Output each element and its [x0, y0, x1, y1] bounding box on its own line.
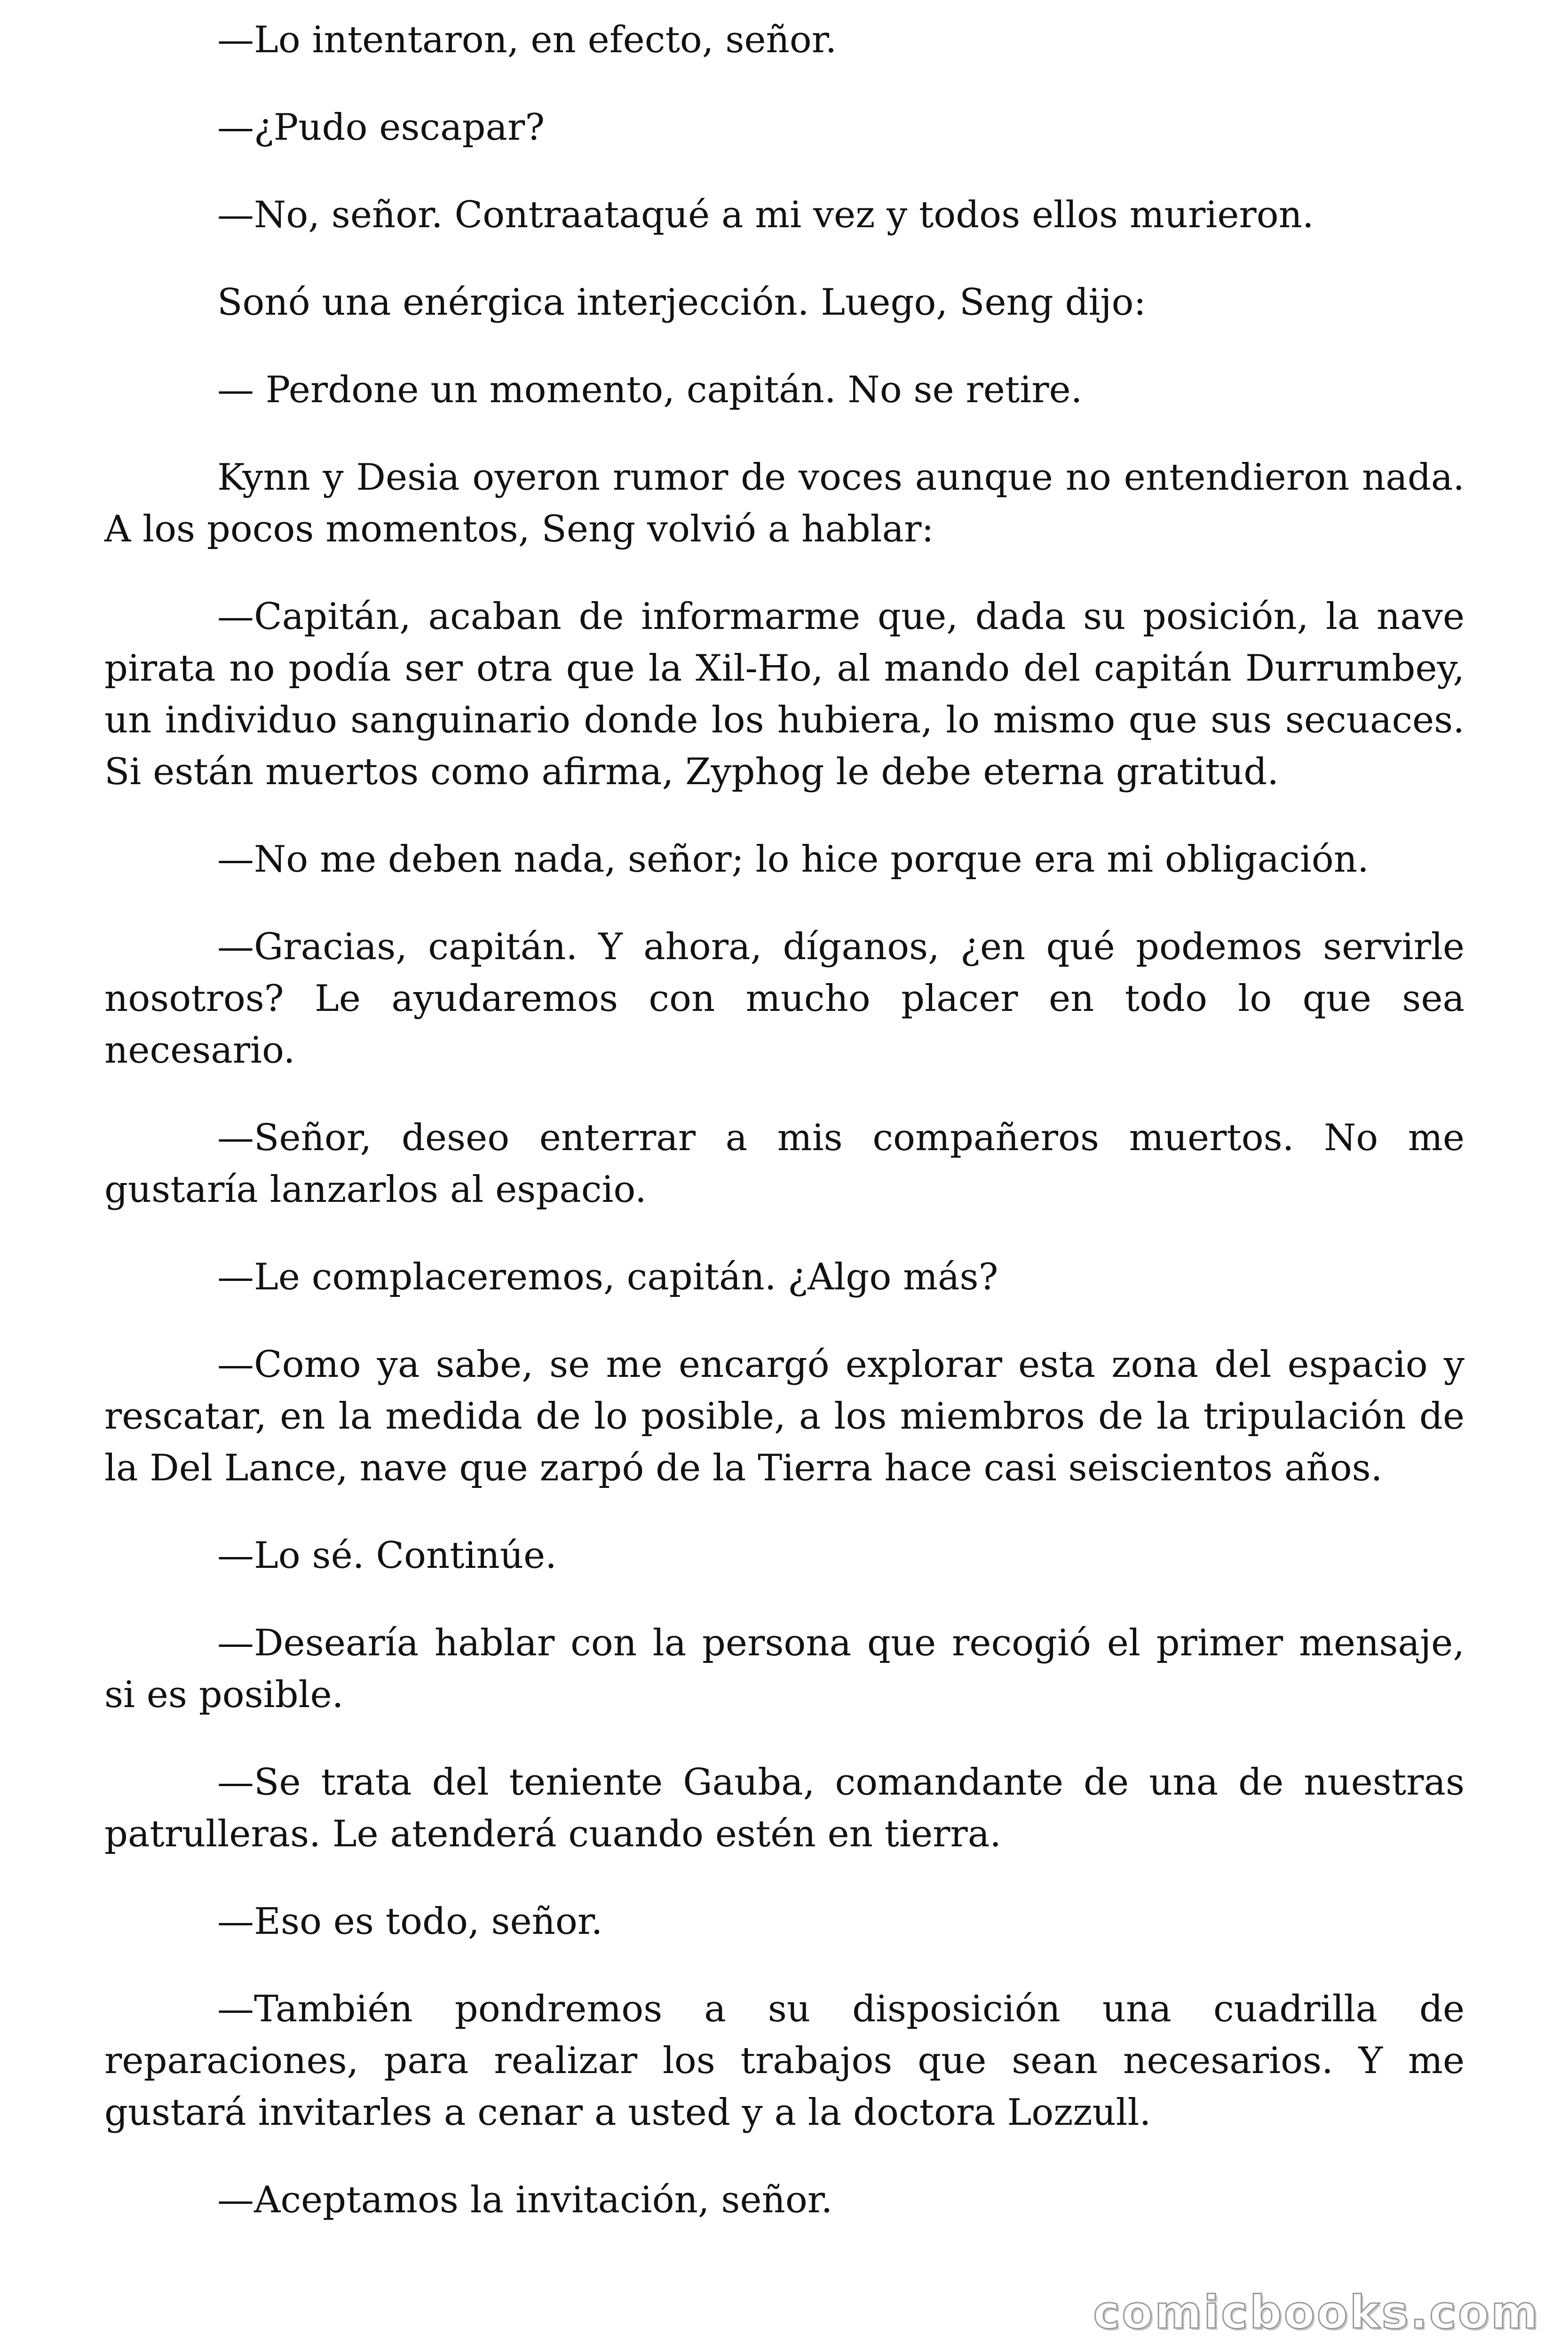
- paragraph-8: —No me deben nada, señor; lo hice porque era mi obligación.: [217, 838, 1369, 881]
- page-text: [104, 14, 1465, 2226]
- paragraph-17: —También pondremos a su disposición una cuadrilla de reparaciones, para realizar los trabajos que sean necesarios. Y me gustará invitarles a cenar a usted y a la doctora Lozzull.: [104, 1988, 1465, 2134]
- paragraph-9: —Gracias, capitán. Y ahora, díganos, ¿en qué podemos servirle nosotros? Le ayudaremos con mucho placer en todo lo que sea necesario.: [104, 926, 1465, 1072]
- paragraph-4: Sonó una enérgica interjección. Luego, Seng dijo:: [217, 281, 1146, 324]
- paragraph-5: — Perdone un momento, capitán. No se retire.: [217, 369, 1083, 411]
- paragraph-10: —Señor, deseo enterrar a mis compañeros muertos. No me gustaría lanzarlos al espacio.: [104, 1117, 1465, 1211]
- watermark-logo: comicbooks.com: [1093, 2286, 1540, 2339]
- paragraph-12: —Como ya sabe, se me encargó explorar esta zona del espacio y rescatar, en la medida de lo posible, a los miembros de la tripulación de la Del Lance, nave que zarpó de la Tierra hace casi seiscientos años.: [104, 1343, 1465, 1489]
- paragraph-15: —Se trata del teniente Gauba, comandante de una de nuestras patrulleras. Le atenderá cuando estén en tierra.: [104, 1761, 1465, 1855]
- paragraph-6: Kynn y Desia oyeron rumor de voces aunque no entendieron nada. A los pocos momentos, Seng volvió a hablar:: [104, 456, 1465, 550]
- paragraph-11: —Le complaceremos, capitán. ¿Algo más?: [217, 1256, 998, 1298]
- paragraph-7: —Capitán, acaban de informarme que, dada su posición, la nave pirata no podía ser otra que la Xil-Ho, al mando del capitán Durrumbey, un individuo sanguinario donde los hubiera, lo mismo que sus secuaces. Si están muertos como afirma, Zyphog le debe eterna gratitud.: [104, 596, 1465, 793]
- paragraph-1: —Lo intentaron, en efecto, señor.: [217, 19, 837, 61]
- paragraph-2: —¿Pudo escapar?: [217, 106, 545, 149]
- paragraph-13: —Lo sé. Continúe.: [217, 1534, 557, 1577]
- paragraph-18: —Aceptamos la invitación, señor.: [217, 2179, 833, 2221]
- paragraph-14: —Desearía hablar con la persona que recogió el primer mensaje, si es posible.: [104, 1622, 1465, 1716]
- paragraph-16: —Eso es todo, señor.: [217, 1900, 603, 1943]
- paragraph-3: —No, señor. Contraataqué a mi vez y todos ellos murieron.: [217, 194, 1314, 236]
